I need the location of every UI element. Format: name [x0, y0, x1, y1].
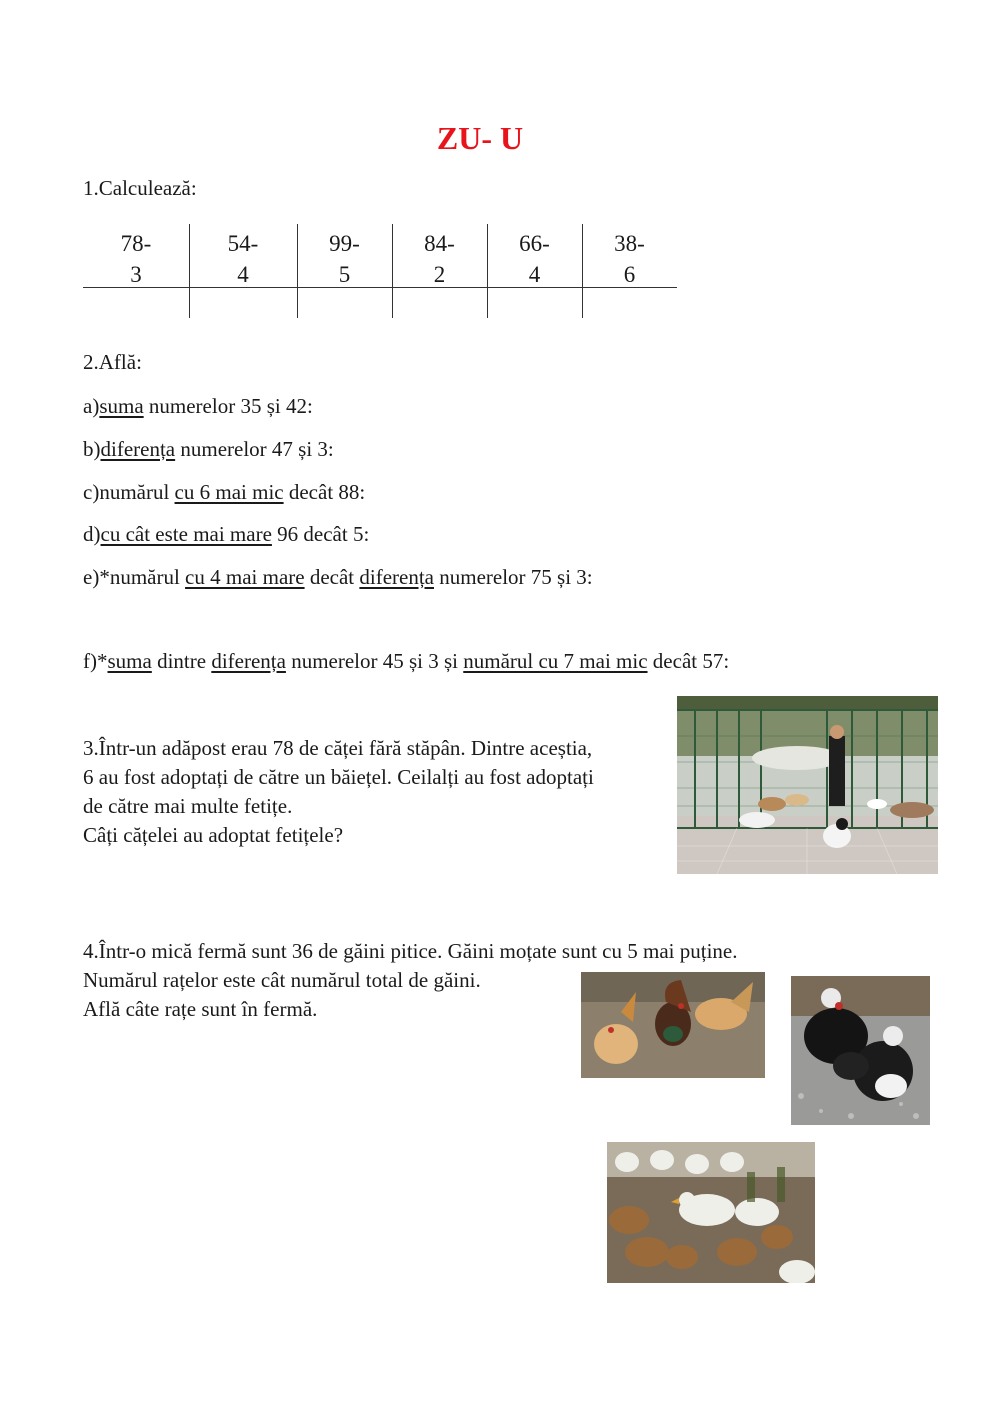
- ex2-item-a: a)suma numerelor 35 și 42:: [83, 394, 313, 418]
- ex2-item-f: f)*suma dintre diferența numerelor 45 și 3 și numărul cu 7 mai mic decât 57:: [83, 649, 730, 673]
- ducks-photo: [607, 1142, 815, 1283]
- crested-chickens-photo: [791, 976, 930, 1125]
- ex3-problem: 3.Într-un adăpost erau 78 de căței fără stăpân. Dintre aceștia, 6 au fost adoptați de către un băiețel. Ceilalți au fost adoptați de către mai multe fetițe. Câți cățelei au adoptat fetițele?: [83, 736, 594, 847]
- dog-shelter-photo: [677, 696, 938, 874]
- calc-item: 66- 4: [519, 231, 550, 287]
- calc-item: 99- 5: [329, 231, 360, 287]
- ex2-item-e: e)*numărul cu 4 mai mare decât diferența numerelor 75 și 3:: [83, 565, 593, 589]
- calc-item: 78- 3: [120, 231, 152, 287]
- bantam-chickens-photo: [581, 972, 765, 1078]
- calc-table: [83, 224, 677, 318]
- calc-item: 84- 2: [424, 231, 455, 287]
- ex2-item-d: d)cu cât este mai mare 96 decât 5:: [83, 522, 370, 546]
- ex2-item-b: b)diferența numerelor 47 și 3:: [83, 437, 334, 461]
- ex1-heading: 1.Calculează:: [83, 176, 197, 200]
- ex2-item-c: c)numărul cu 6 mai mic decât 88:: [83, 480, 366, 504]
- ex2-heading: 2.Află:: [83, 350, 142, 374]
- ex4-problem: 4.Într-o mică fermă sunt 36 de găini pitice. Găini moțate sunt cu 5 mai puține. Numărul rațelor este cât numărul total de găini. Află câte rațe sunt în fermă.: [83, 939, 738, 1021]
- calc-item: 38- 6: [614, 231, 645, 287]
- calc-item: 54- 4: [227, 231, 259, 287]
- page-title: ZU- U: [436, 120, 524, 156]
